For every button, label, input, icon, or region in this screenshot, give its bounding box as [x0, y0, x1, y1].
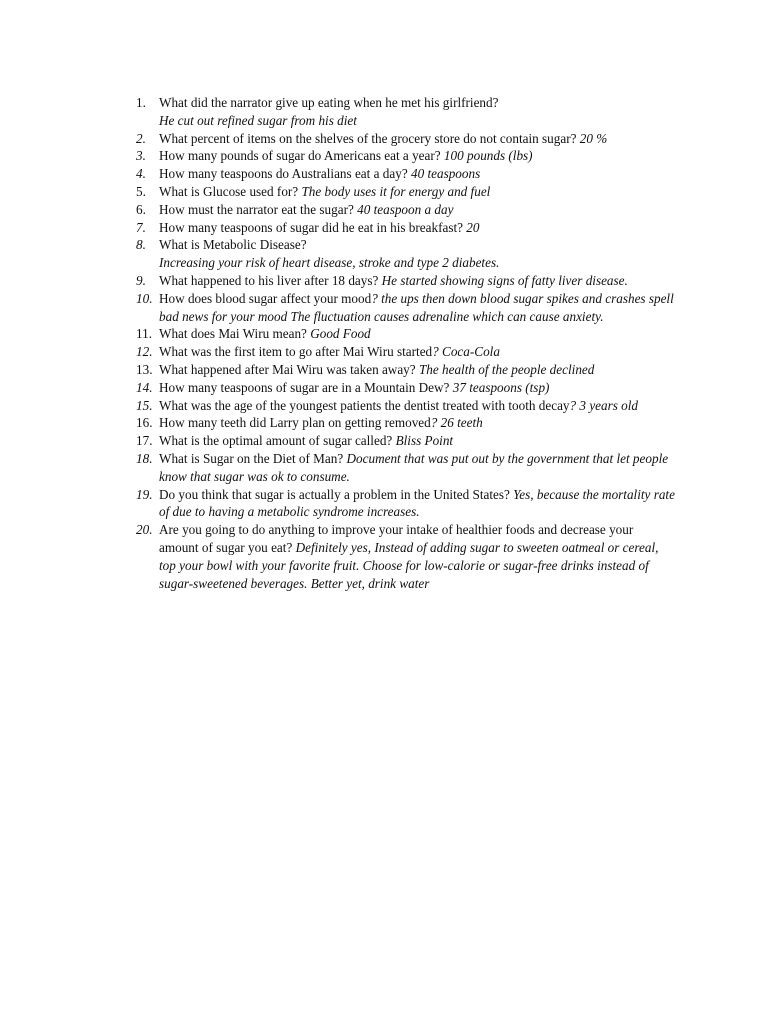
- list-item: [136, 521, 676, 592]
- item-content: [159, 236, 676, 272]
- answer-text: 40 teaspoons: [410, 166, 481, 182]
- answer-text: 100 pounds (lbs): [443, 148, 533, 164]
- item-number: 19.: [136, 486, 153, 502]
- item-number: 17.: [136, 433, 153, 449]
- answer-text: Definitely yes, Instead of adding sugar to sweeten oatmeal or cereal, top your bowl with your favorite fruit. Choose for low-calorie or sugar-free drinks instead of sugar-sweetened beverages. Better yet, drink water: [159, 539, 659, 591]
- item-content: [159, 325, 676, 343]
- list-item: [136, 219, 676, 237]
- answer-text: 20 %: [579, 130, 608, 146]
- item-content: [159, 201, 676, 219]
- answer-text: Yes, because the mortality rate of due to having a metabolic syndrome increases.: [159, 486, 675, 520]
- question-text: What percent of items on the shelves of the grocery store do not contain sugar?: [159, 130, 577, 146]
- item-number: 11.: [136, 326, 152, 342]
- question-text: What is Sugar on the Diet of Man?: [159, 450, 344, 466]
- list-item: [136, 94, 676, 130]
- item-content: [159, 521, 676, 592]
- item-content: [159, 450, 676, 486]
- item-content: [159, 165, 676, 183]
- item-number: 15.: [136, 397, 153, 413]
- answer-text: Increasing your risk of heart disease, stroke and type 2 diabetes.: [159, 255, 500, 271]
- question-text: What happened after Mai Wiru was taken away?: [159, 361, 416, 377]
- question-text: How many pounds of sugar do Americans eat a year?: [159, 148, 441, 164]
- item-number: 7.: [136, 219, 146, 235]
- question-text: Are you going to do anything to improve your intake of healthier foods and decrease your amount of sugar you eat?: [159, 522, 634, 555]
- answer-text: 37 teaspoons (tsp): [452, 379, 550, 395]
- question-text: How many teaspoons of sugar did he eat in his breakfast?: [159, 219, 463, 235]
- question-text: How many teaspoons do Australians eat a day?: [159, 166, 408, 182]
- list-item: [136, 397, 676, 415]
- item-content: [159, 414, 676, 432]
- answer-text: ? the ups then down blood sugar spikes and crashes spell bad news for your mood The fluctuation causes adrenaline which can cause anxiety.: [159, 290, 674, 324]
- item-number: 20.: [136, 522, 153, 538]
- answer-text: ? 3 years old: [569, 397, 639, 413]
- item-content: [159, 486, 676, 522]
- list-item: [136, 147, 676, 165]
- list-item: [136, 201, 676, 219]
- question-text: How many teeth did Larry plan on getting removed: [159, 415, 431, 431]
- answer-text: 20: [466, 219, 480, 235]
- item-number: 6.: [136, 201, 146, 217]
- answer-text: The body uses it for energy and fuel: [301, 183, 491, 199]
- item-content: [159, 379, 676, 397]
- item-number: 16.: [136, 415, 153, 431]
- question-text: What is the optimal amount of sugar called?: [159, 433, 393, 449]
- list-item: [136, 236, 676, 272]
- item-content: [159, 219, 676, 237]
- item-content: [159, 397, 676, 415]
- question-text: How many teaspoons of sugar are in a Mountain Dew?: [159, 379, 450, 395]
- list-item: [136, 486, 676, 522]
- question-text: What was the first item to go after Mai Wiru started: [159, 344, 433, 360]
- item-number: 2.: [136, 130, 146, 146]
- question-text: What happened to his liver after 18 days?: [159, 272, 379, 288]
- item-number: 1.: [136, 95, 146, 110]
- answer-text: The health of the people declined: [418, 361, 595, 377]
- answer-text: Bliss Point: [395, 433, 454, 449]
- list-item: [136, 379, 676, 397]
- question-text: How does blood sugar affect your mood: [159, 290, 372, 306]
- question-text: What is Metabolic Disease?: [159, 237, 307, 253]
- item-content: [159, 272, 676, 290]
- question-text: What did the narrator give up eating when he met his girlfriend?: [159, 95, 499, 110]
- list-item: [136, 414, 676, 432]
- list-item: [136, 130, 676, 148]
- list-item: [136, 325, 676, 343]
- item-number: 4.: [136, 166, 146, 182]
- question-answer-list: [136, 94, 676, 592]
- item-number: 18.: [136, 450, 153, 466]
- question-text: What was the age of the youngest patients the dentist treated with tooth decay: [159, 397, 570, 413]
- item-number: 13.: [136, 361, 153, 377]
- item-number: 9.: [136, 272, 146, 288]
- item-number: 10.: [136, 290, 153, 306]
- list-item: [136, 361, 676, 379]
- answer-text: 40 teaspoon a day: [357, 201, 454, 217]
- item-number: 12.: [136, 344, 153, 360]
- question-text: How must the narrator eat the sugar?: [159, 201, 354, 217]
- list-item: [136, 183, 676, 201]
- answer-text: Good Food: [310, 326, 371, 342]
- question-text: What is Glucose used for?: [159, 183, 299, 199]
- answer-text: ? 26 teeth: [430, 415, 483, 431]
- answer-text: ? Coca-Cola: [432, 344, 500, 360]
- answer-text: Document that was put out by the government that let people know that sugar was ok to consume.: [159, 450, 669, 484]
- question-text: What does Mai Wiru mean?: [159, 326, 307, 342]
- item-number: 3.: [136, 148, 146, 164]
- item-content: [159, 343, 676, 361]
- list-item: [136, 290, 676, 326]
- list-item: [136, 272, 676, 290]
- item-content: [159, 290, 676, 326]
- item-content: [159, 361, 676, 379]
- answer-text: He cut out refined sugar from his diet: [159, 112, 357, 128]
- item-content: [159, 130, 676, 148]
- list-item: [136, 432, 676, 450]
- item-content: [159, 183, 676, 201]
- item-content: [159, 147, 676, 165]
- item-number: 5.: [136, 183, 146, 199]
- list-item: [136, 343, 676, 361]
- item-number: 14.: [136, 379, 153, 395]
- list-item: [136, 165, 676, 183]
- question-text: Do you think that sugar is actually a problem in the United States?: [159, 486, 510, 502]
- item-content: [159, 94, 676, 130]
- item-content: [159, 432, 676, 450]
- answer-text: He started showing signs of fatty liver disease.: [381, 272, 628, 288]
- list-item: [136, 450, 676, 486]
- item-number: 8.: [136, 237, 146, 253]
